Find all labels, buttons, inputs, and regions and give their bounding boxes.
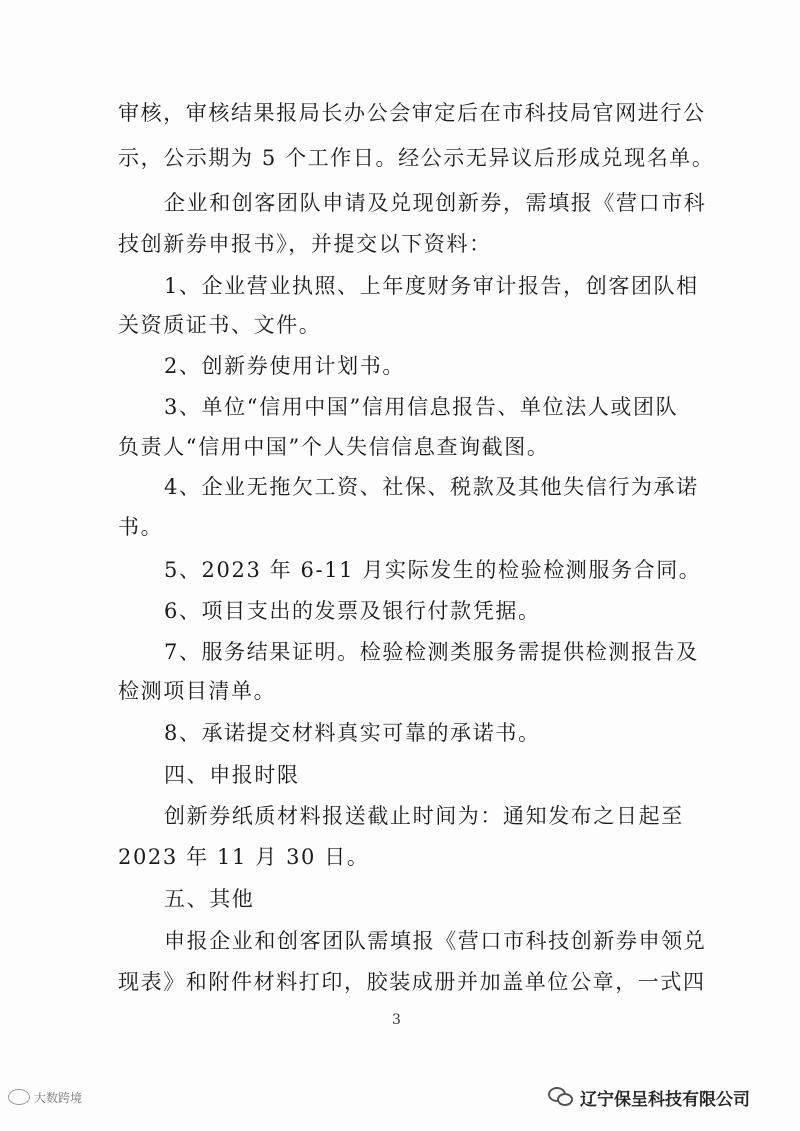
section-heading: 四、申报时限 — [164, 763, 300, 787]
text-line: 3、单位“信用中国”信用信息报告、单位法人或团队 — [164, 395, 679, 419]
text-line: 创新券纸质材料报送截止时间为：通知发布之日起至 — [164, 804, 684, 828]
brand-watermark — [8, 1085, 82, 1109]
page-number: 3 — [392, 1012, 401, 1028]
watermark-brand: 大数跨境 — [34, 1090, 83, 1105]
text-line: 5、2023 年 6-11 月实际发生的检验检测服务合同。 — [164, 558, 702, 582]
text-line: 企业和创客团队申请及兑现创新券，需填报《营口市科 — [164, 191, 707, 215]
text-line: 6、项目支出的发票及银行付款凭据。 — [164, 599, 541, 623]
text-line: 技创新券申报书》，并提交以下资料： — [118, 232, 492, 256]
watermark-company: 辽宁保呈科技有限公司 — [580, 1089, 750, 1110]
brand-logo-icon — [8, 1089, 30, 1105]
wechat-watermark — [548, 1085, 750, 1109]
text-line: 关资质证书、文件。 — [118, 313, 322, 337]
text-line: 8、承诺提交材料真实可靠的承诺书。 — [164, 721, 541, 745]
text-line: 申报企业和创客团队需填报《营口市科技创新券申领兑 — [164, 929, 707, 953]
text-line: 书。 — [118, 515, 164, 539]
text-line: 2、创新券使用计划书。 — [164, 354, 405, 378]
text-line: 示，公示期为 5 个工作日。经公示无异议后形成兑现名单。 — [118, 146, 715, 170]
text-line: 2023 年 11 月 30 日。 — [118, 845, 370, 869]
text-line: 检测项目清单。 — [118, 679, 277, 703]
wechat-icon — [548, 1087, 574, 1107]
text-line: 现表》和附件材料打印，胶装成册并加盖单位公章，一式四 — [118, 970, 706, 994]
text-line: 7、服务结果证明。检验检测类服务需提供检测报告及 — [164, 640, 699, 664]
text-line: 负责人“信用中国”个人失信信息查询截图。 — [118, 435, 550, 459]
text-line: 审核，审核结果报局长办公会审定后在市科技局官网进行公 — [118, 101, 706, 125]
text-line: 4、企业无拖欠工资、社保、税款及其他失信行为承诺 — [164, 475, 699, 499]
section-heading: 五、其他 — [164, 887, 255, 911]
text-line: 1、企业营业执照、上年度财务审计报告，创客团队相 — [164, 274, 699, 298]
